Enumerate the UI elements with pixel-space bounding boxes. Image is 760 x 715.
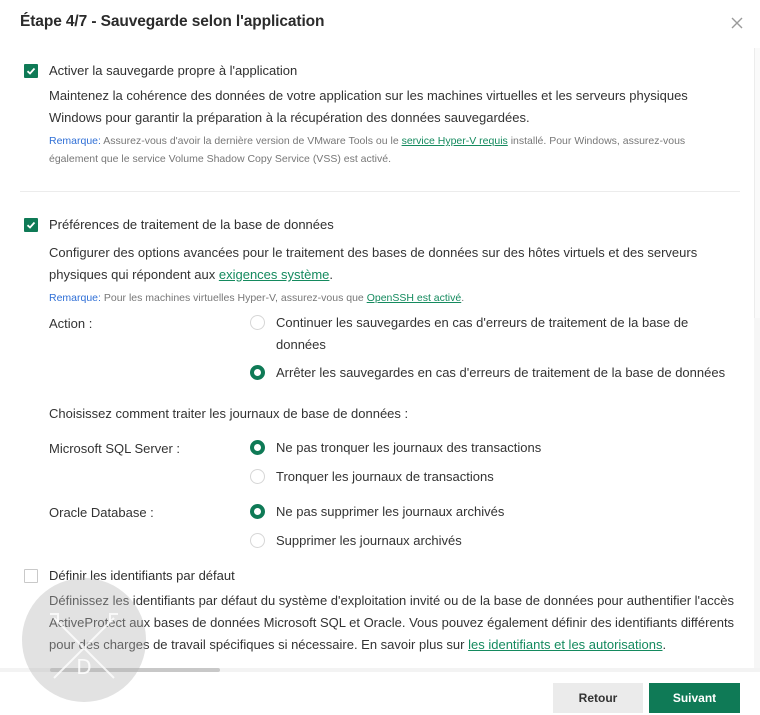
description-text: Configurer des options avancées pour le traitement des bases de données sur des hôtes virtuels et des serveurs physiques qui répondent aux [49,245,698,282]
action-option-stop[interactable] [250,362,725,384]
svg-text:D: D [76,655,92,679]
logs-heading: Choisissez comment traiter les journaux de base de données : [49,406,409,421]
credentials-checkbox-row[interactable] [24,568,235,583]
db-processing-description [49,242,729,286]
checkmark-icon [26,66,36,76]
note-text: . [461,292,465,304]
oracle-option-delete[interactable] [250,530,462,552]
radio-sql-truncate[interactable] [250,469,265,484]
description-text: Définissez les identifiants par défaut du système d'exploitation invité ou de la base de données pour authentifier l'accès ActiveProtect aux bases de données Microsoft SQL et Oracle. Vous pouvez également définir des identifiants différents pour des charges de travail spécifiques si nécessaire. En savoir plus sur [49,593,735,652]
note-text: Pour les machines virtuelles Hyper-V, assurez-vous que [100,292,367,304]
radio-continue[interactable] [250,315,265,330]
close-icon [728,14,746,32]
credentials-label: Définir les identifiants par défaut [49,568,235,583]
sql-option-no-truncate[interactable] [250,437,541,459]
oracle-option-label: Ne pas supprimer les journaux archivés [276,504,505,519]
db-processing-checkbox-row[interactable] [24,217,334,232]
credentials-description [49,590,744,656]
action-option-continue[interactable] [250,312,730,356]
checkmark-icon [26,220,36,230]
db-processing-note [49,289,739,307]
note-label: Remarque: [49,135,101,147]
close-button[interactable] [728,14,746,32]
note-text: Assurez-vous d'avoir la dernière version de VMware Tools ou le [100,135,402,147]
back-button[interactable]: Retour [553,683,643,713]
db-processing-checkbox[interactable] [24,218,38,232]
radio-stop[interactable] [250,365,265,380]
credentials-permissions-link[interactable]: les identifiants et les autorisations [468,637,663,652]
app-backup-checkbox[interactable] [24,64,38,78]
description-text: . [662,637,667,652]
app-backup-note [49,132,729,168]
dialog-footer [0,672,760,715]
action-label: Action : [49,316,93,331]
oracle-option-label: Supprimer les journaux archivés [276,533,462,548]
radio-sql-no-truncate[interactable] [250,440,265,455]
note-text: installé. Pour Windows, assurez-vous également que le service Volume Shadow Copy Service (VSS) est activé. [49,135,686,165]
description-text: . [329,267,334,282]
section-divider [20,191,740,192]
sql-option-label: Tronquer les journaux de transactions [276,469,494,484]
radio-oracle-delete[interactable] [250,533,265,548]
next-button[interactable]: Suivant [649,683,740,713]
sql-option-label: Ne pas tronquer les journaux des transactions [276,440,542,455]
radio-oracle-no-delete[interactable] [250,504,265,519]
hyper-v-service-link[interactable]: service Hyper-V requis [401,135,508,147]
sql-option-truncate[interactable] [250,466,494,488]
action-option-label: Arrêter les sauvegardes en cas d'erreurs de traitement de la base de données [276,365,726,380]
vertical-scrollbar-thumb[interactable] [754,48,760,318]
dialog-title: Étape 4/7 - Sauvegarde selon l'application [20,13,325,30]
action-option-label: Continuer les sauvegardes en cas d'erreurs de traitement de la base de données [276,315,689,352]
note-label: Remarque: [49,292,101,304]
app-backup-checkbox-row[interactable] [24,63,297,78]
oracle-label: Oracle Database : [49,505,154,520]
dialog-body [0,48,760,672]
vertical-scrollbar[interactable] [754,48,760,672]
app-backup-label: Activer la sauvegarde propre à l'application [49,63,298,78]
credentials-checkbox[interactable] [24,569,38,583]
openssh-link[interactable]: OpenSSH est activé [366,292,462,304]
oracle-option-no-delete[interactable] [250,501,504,523]
db-processing-label: Préférences de traitement de la base de données [49,217,334,232]
app-backup-description: Maintenez la cohérence des données de votre application sur les machines virtuelles et les serveurs physiques Windows pour garantir la préparation à la récupération des données sauvegardées. [49,88,688,125]
sql-server-label: Microsoft SQL Server : [49,441,180,456]
system-requirements-link[interactable]: exigences système [218,267,330,282]
dialog-header [0,0,760,48]
